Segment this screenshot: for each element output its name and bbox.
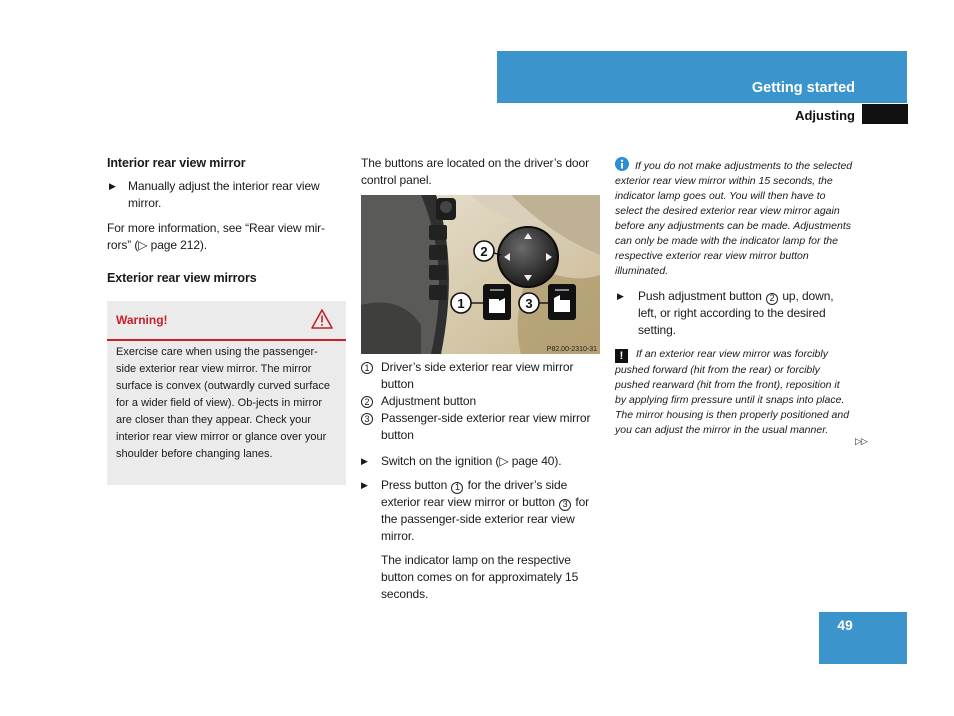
legend-number: 1 bbox=[361, 362, 373, 374]
subsection-title: Adjusting bbox=[795, 108, 855, 123]
legend-text: Adjustment button bbox=[381, 394, 477, 408]
svg-text:2: 2 bbox=[480, 244, 488, 259]
warning-triangle-icon bbox=[311, 309, 333, 329]
bullet-arrow-icon: ▶ bbox=[617, 291, 624, 301]
continue-marker: ▷▷ bbox=[855, 436, 867, 446]
svg-text:3: 3 bbox=[525, 296, 533, 311]
step-push-adjust-text: Push adjustment button 2 up, down, left, or right according to the desired setting. bbox=[638, 289, 834, 337]
warning-title: Warning! bbox=[116, 313, 168, 327]
legend-item bbox=[361, 410, 601, 444]
caution-icon: ! bbox=[615, 349, 628, 363]
legend-number: 3 bbox=[361, 413, 373, 425]
legend-number: 2 bbox=[361, 396, 373, 408]
more-info-text: For more information, see “Rear view mir-rors” (▷ page 212). bbox=[107, 221, 325, 252]
step-press-button bbox=[361, 477, 601, 545]
section-tab-marker bbox=[862, 104, 908, 124]
caution-note bbox=[615, 347, 855, 438]
section-title: Getting started bbox=[751, 80, 855, 96]
interior-bullet bbox=[107, 178, 347, 212]
legend-item bbox=[361, 393, 601, 410]
image-code: P82.00-2310-31 bbox=[546, 346, 597, 353]
step-press-button-text: Press button 1 for the driver’s side exterior rear view mirror or button 3 for the passenger-side exterior rear view mirror. bbox=[381, 478, 590, 543]
info-note-text: If you do not make adjustments to the selected exterior rear view mirror within 15 seconds, the indicator lamp goes out. You will then have to select the desired exterior rear view mirror again before any adjustments can be made. Adjustments can only be made with the indicator lamp for the respective exterior rear view mirror button illuminated. bbox=[615, 160, 853, 277]
warning-box bbox=[107, 301, 346, 485]
interior-mirror-heading: Interior rear view mirror bbox=[107, 156, 246, 170]
legend-text: Driver’s side exterior rear view mirror button bbox=[381, 360, 574, 391]
exterior-mirrors-heading: Exterior rear view mirrors bbox=[107, 271, 257, 285]
column-3 bbox=[615, 157, 855, 438]
column-2-body bbox=[361, 359, 601, 603]
page-number: 49 bbox=[837, 617, 853, 633]
warning-header bbox=[107, 301, 346, 341]
bullet-arrow-icon: ▶ bbox=[361, 456, 368, 466]
info-note bbox=[615, 157, 855, 279]
lamp-note: The indicator lamp on the respective button comes on for approximately 15 seconds. bbox=[381, 553, 579, 601]
step-ignition bbox=[361, 453, 601, 470]
door-control-panel-image bbox=[361, 195, 600, 354]
info-icon bbox=[615, 157, 629, 171]
column-1 bbox=[107, 155, 347, 287]
legend-item bbox=[361, 359, 601, 393]
column-2-intro: The buttons are located on the driver’s door control panel. bbox=[361, 156, 589, 187]
legend-text: Passenger-side exterior rear view mirror button bbox=[381, 411, 591, 442]
caution-note-text: If an exterior rear view mirror was forcibly pushed forward (hit from the rear) or forcibly pushed rearward (hit from the front), reposition it by applying firm pressure until it snaps into place. The mirror housing is then properly positioned and you can adjust the mirror in the usual manner. bbox=[615, 348, 850, 436]
bullet-arrow-icon: ▶ bbox=[109, 181, 116, 191]
svg-text:1: 1 bbox=[457, 296, 465, 311]
warning-body: Exercise care when using the passenger-side exterior rear view mirror. The mirror surface is convex (outwardly curved surface for a wider field of view). Ob-jects in mirror are closer than they appear. Check your interior rear view mirror or glance over your shoulder before changing lanes. bbox=[116, 346, 330, 460]
step-push-adjust bbox=[615, 288, 855, 339]
step-ignition-text: Switch on the ignition (▷ page 40). bbox=[381, 454, 562, 468]
interior-bullet-text: Manually adjust the interior rear view mirror. bbox=[128, 179, 320, 210]
bullet-arrow-icon: ▶ bbox=[361, 480, 368, 490]
